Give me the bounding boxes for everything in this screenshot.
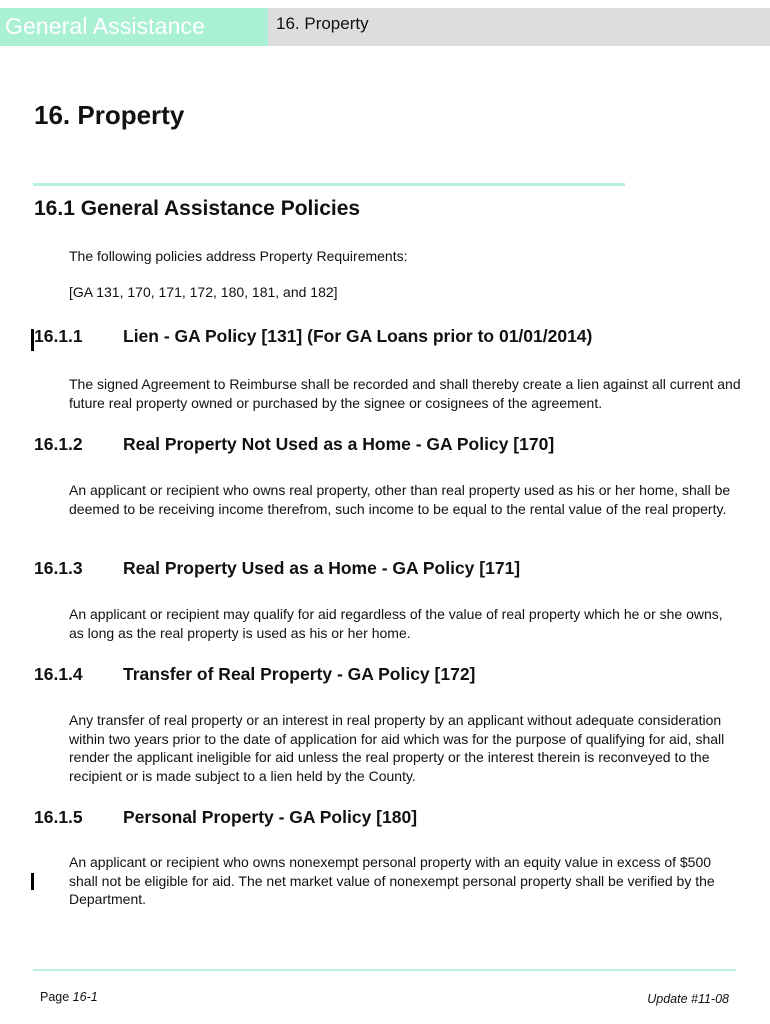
subsection-text: The signed Agreement to Reimburse shall be recorded and shall thereby create a lien against all current and future real property owned or purchased by the signee or cosignees of the agreement. — [69, 376, 741, 411]
subsection-title: Lien - GA Policy [131] (For GA Loans prior to 01/01/2014) — [123, 326, 593, 346]
section-intro: The following policies address Property Requirements: — [69, 248, 408, 264]
subsection-heading — [34, 807, 417, 828]
subsection-text: An applicant or recipient may qualify for aid regardless of the value of real property which he or she owns, as long as the real property is used as his or her home. — [69, 606, 723, 641]
subsection-title: Real Property Not Used as a Home - GA Policy [170] — [123, 434, 555, 454]
subsection-number: 16.1.4 — [34, 664, 83, 684]
header-manual-title: General Assistance — [5, 13, 205, 39]
chapter-title: 16. Property — [34, 100, 185, 130]
subsection-heading — [34, 558, 520, 579]
subsection-text: An applicant or recipient who owns nonexempt personal property with an equity value in excess of $500 shall not be eligible for aid. The net market value of nonexempt personal property shall be verified by the Department. — [69, 854, 715, 907]
footer-update: Update #11-08 — [647, 992, 729, 1006]
subsection-title: Personal Property - GA Policy [180] — [123, 807, 418, 827]
section-references: [GA 131, 170, 171, 172, 180, 181, and 182] — [69, 284, 338, 300]
subsection-heading — [34, 434, 554, 455]
change-bar — [31, 873, 34, 890]
subsection-number: 16.1.2 — [34, 434, 83, 454]
subsection-title: Real Property Used as a Home - GA Policy [171] — [123, 558, 521, 578]
section-divider — [33, 183, 625, 186]
subsection-title: Transfer of Real Property - GA Policy [172] — [123, 664, 476, 684]
footer-page-number: 16-1 — [72, 990, 98, 1004]
subsection-number: 16.1.5 — [34, 807, 83, 827]
subsection-heading — [34, 664, 475, 685]
subsection-text: Any transfer of real property or an interest in real property by an applicant without adequate consideration within two years prior to the date of application for aid which was for the purpose of qualifying for aid, shall render the applicant ineligible for aid unless the real property or the interest therein is reconveyed to the recipient or is made subject to a lien held by the County. — [69, 712, 725, 784]
footer-page — [40, 990, 98, 1004]
header-chapter-banner — [268, 8, 770, 46]
subsection-number: 16.1.3 — [34, 558, 83, 578]
section-title: 16.1 General Assistance Policies — [34, 197, 361, 220]
subsection-number: 16.1.1 — [34, 326, 83, 346]
subsection-text: An applicant or recipient who owns real property, other than real property used as his or her home, shall be deemed to be receiving income therefrom, such income to be equal to the rental value of the real property. — [69, 482, 731, 517]
footer-page-label: Page — [40, 990, 73, 1004]
header-chapter-title: 16. Property — [276, 14, 369, 33]
subsection-heading — [34, 326, 592, 347]
header-manual-banner — [0, 8, 268, 46]
footer-divider — [33, 969, 736, 971]
